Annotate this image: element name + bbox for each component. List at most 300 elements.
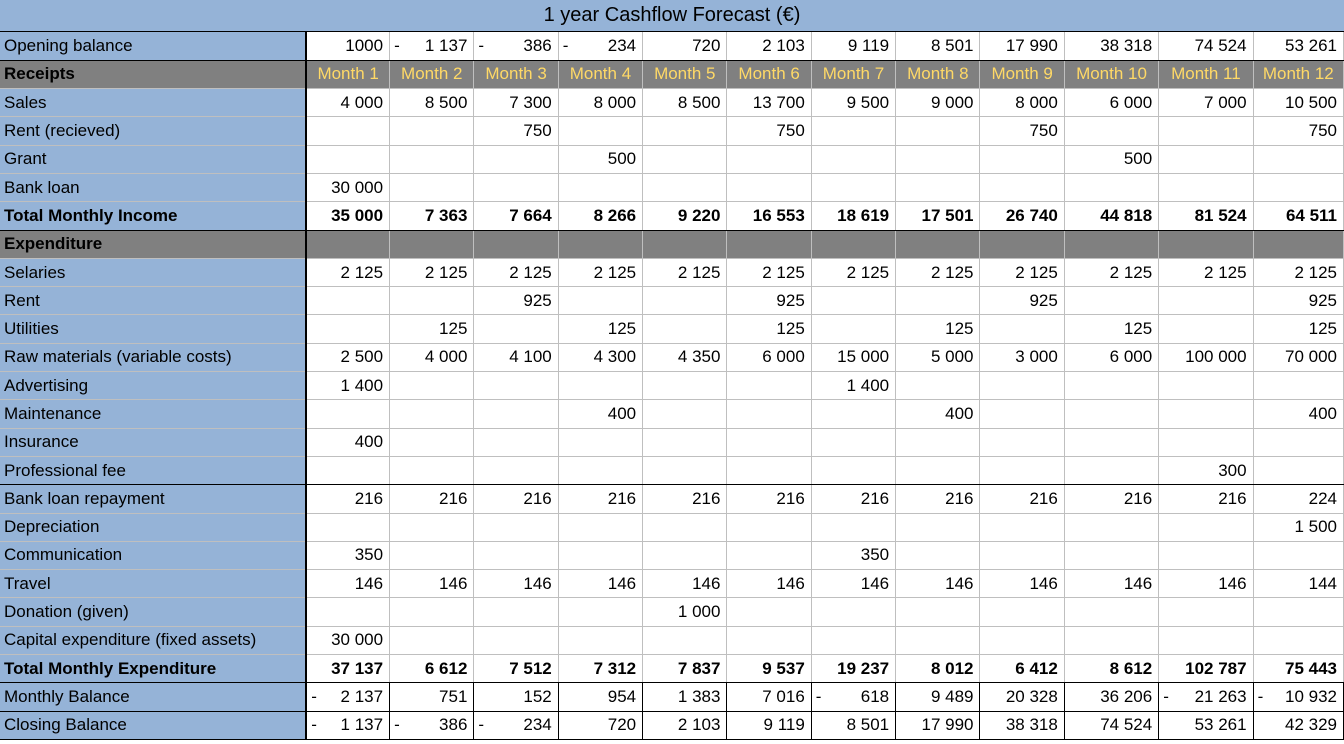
receipt-row-bank-loan-cell[interactable] bbox=[896, 173, 980, 201]
expenditure-header-cell[interactable] bbox=[390, 230, 474, 258]
expense-row-travel-cell[interactable]: 146 bbox=[727, 570, 811, 598]
closing-balance-row-cell[interactable]: 17 990 bbox=[896, 711, 980, 739]
total-monthly-expenditure-row-cell[interactable]: 102 787 bbox=[1159, 655, 1253, 683]
monthly-balance-row-cell[interactable]: 7 016 bbox=[727, 683, 811, 711]
monthly-balance-row-cell[interactable]: 954 bbox=[558, 683, 642, 711]
expense-row-insurance-cell[interactable] bbox=[896, 428, 980, 456]
receipt-row-rent-recieved-cell[interactable] bbox=[811, 117, 895, 145]
expense-row-donation-given-label[interactable]: Donation (given) bbox=[0, 598, 306, 626]
expense-row-raw-materials-variable-costs-cell[interactable]: 4 300 bbox=[558, 343, 642, 371]
expense-row-donation-given-cell[interactable] bbox=[811, 598, 895, 626]
expense-row-depreciation-cell[interactable] bbox=[896, 513, 980, 541]
closing-balance-row-cell[interactable]: 74 524 bbox=[1064, 711, 1158, 739]
expense-row-advertising-cell[interactable] bbox=[727, 372, 811, 400]
expense-row-donation-given-cell[interactable] bbox=[727, 598, 811, 626]
receipt-row-sales-cell[interactable]: 9 500 bbox=[811, 89, 895, 117]
expense-row-capital-expenditure-fixed-assets-cell[interactable] bbox=[643, 626, 727, 654]
expense-row-advertising-cell[interactable] bbox=[1159, 372, 1253, 400]
total-monthly-income-row-cell[interactable]: 9 220 bbox=[643, 202, 727, 230]
expenditure-header-cell[interactable] bbox=[896, 230, 980, 258]
receipt-row-grant-cell[interactable] bbox=[980, 145, 1064, 173]
monthly-balance-row-cell[interactable] bbox=[811, 683, 895, 711]
receipt-row-bank-loan-cell[interactable] bbox=[1064, 173, 1158, 201]
expense-row-depreciation-cell[interactable] bbox=[390, 513, 474, 541]
expense-row-donation-given-cell[interactable]: 1 000 bbox=[643, 598, 727, 626]
total-monthly-income-row-label[interactable]: Total Monthly Income bbox=[0, 202, 306, 230]
expense-row-selaries-label[interactable]: Selaries bbox=[0, 258, 306, 286]
expense-row-bank-loan-repayment-cell[interactable]: 216 bbox=[643, 485, 727, 513]
expense-row-donation-given-cell[interactable] bbox=[474, 598, 558, 626]
receipt-row-sales-cell[interactable]: 4 000 bbox=[306, 89, 389, 117]
expense-row-depreciation-cell[interactable] bbox=[643, 513, 727, 541]
total-monthly-expenditure-row-cell[interactable]: 7 837 bbox=[643, 655, 727, 683]
expense-row-advertising-cell[interactable] bbox=[643, 372, 727, 400]
expense-row-rent-cell[interactable] bbox=[1159, 287, 1253, 315]
closing-balance-row-cell[interactable]: 53 261 bbox=[1159, 711, 1253, 739]
receipt-row-bank-loan-cell[interactable] bbox=[1253, 173, 1343, 201]
expenditure-header-cell[interactable] bbox=[811, 230, 895, 258]
total-monthly-income-row-cell[interactable]: 7 664 bbox=[474, 202, 558, 230]
closing-balance-row-cell[interactable]: 42 329 bbox=[1253, 711, 1343, 739]
expense-row-selaries-cell[interactable]: 2 125 bbox=[306, 258, 389, 286]
receipt-row-grant-cell[interactable] bbox=[643, 145, 727, 173]
closing-balance-row-cell[interactable] bbox=[390, 711, 474, 739]
expense-row-bank-loan-repayment-cell[interactable]: 224 bbox=[1253, 485, 1343, 513]
opening-balance-row-cell[interactable] bbox=[390, 32, 474, 60]
receipt-row-rent-recieved-cell[interactable]: 750 bbox=[1253, 117, 1343, 145]
expense-row-insurance-cell[interactable] bbox=[390, 428, 474, 456]
expense-row-rent-cell[interactable]: 925 bbox=[980, 287, 1064, 315]
total-monthly-expenditure-row-label[interactable]: Total Monthly Expenditure bbox=[0, 655, 306, 683]
expense-row-bank-loan-repayment-cell[interactable]: 216 bbox=[727, 485, 811, 513]
expense-row-bank-loan-repayment-cell[interactable]: 216 bbox=[1159, 485, 1253, 513]
expense-row-donation-given-cell[interactable] bbox=[390, 598, 474, 626]
total-monthly-expenditure-row-cell[interactable]: 19 237 bbox=[811, 655, 895, 683]
total-monthly-income-row-cell[interactable]: 81 524 bbox=[1159, 202, 1253, 230]
expense-row-bank-loan-repayment-label[interactable]: Bank loan repayment bbox=[0, 485, 306, 513]
total-monthly-expenditure-row-cell[interactable]: 37 137 bbox=[306, 655, 389, 683]
receipt-row-sales-label[interactable]: Sales bbox=[0, 89, 306, 117]
receipt-row-sales-cell[interactable]: 8 000 bbox=[558, 89, 642, 117]
receipt-row-rent-recieved-cell[interactable] bbox=[306, 117, 389, 145]
expense-row-maintenance-cell[interactable] bbox=[474, 400, 558, 428]
expense-row-professional-fee-cell[interactable] bbox=[1253, 456, 1343, 484]
expense-row-professional-fee-cell[interactable]: 300 bbox=[1159, 456, 1253, 484]
expense-row-utilities-cell[interactable] bbox=[1159, 315, 1253, 343]
expense-row-maintenance-cell[interactable]: 400 bbox=[558, 400, 642, 428]
expense-row-capital-expenditure-fixed-assets-cell[interactable] bbox=[980, 626, 1064, 654]
expense-row-communication-cell[interactable] bbox=[896, 541, 980, 569]
expense-row-travel-cell[interactable]: 146 bbox=[896, 570, 980, 598]
receipt-row-bank-loan-cell[interactable] bbox=[980, 173, 1064, 201]
expense-row-maintenance-cell[interactable] bbox=[980, 400, 1064, 428]
receipt-row-sales-cell[interactable]: 7 000 bbox=[1159, 89, 1253, 117]
expense-row-insurance-cell[interactable] bbox=[1064, 428, 1158, 456]
expense-row-selaries-cell[interactable]: 2 125 bbox=[980, 258, 1064, 286]
expense-row-communication-label[interactable]: Communication bbox=[0, 541, 306, 569]
expense-row-capital-expenditure-fixed-assets-cell[interactable] bbox=[390, 626, 474, 654]
expense-row-communication-cell[interactable]: 350 bbox=[811, 541, 895, 569]
month-header[interactable]: Month 12 bbox=[1253, 60, 1343, 88]
expense-row-travel-cell[interactable]: 146 bbox=[390, 570, 474, 598]
expense-row-depreciation-cell[interactable] bbox=[558, 513, 642, 541]
expense-row-selaries-cell[interactable]: 2 125 bbox=[727, 258, 811, 286]
expense-row-insurance-cell[interactable] bbox=[1253, 428, 1343, 456]
expense-row-raw-materials-variable-costs-cell[interactable]: 3 000 bbox=[980, 343, 1064, 371]
expense-row-travel-cell[interactable]: 146 bbox=[474, 570, 558, 598]
expense-row-raw-materials-variable-costs-cell[interactable]: 4 000 bbox=[390, 343, 474, 371]
expense-row-professional-fee-cell[interactable] bbox=[474, 456, 558, 484]
total-monthly-income-row-cell[interactable]: 16 553 bbox=[727, 202, 811, 230]
expense-row-raw-materials-variable-costs-cell[interactable]: 4 100 bbox=[474, 343, 558, 371]
expense-row-maintenance-label[interactable]: Maintenance bbox=[0, 400, 306, 428]
expense-row-donation-given-cell[interactable] bbox=[980, 598, 1064, 626]
expense-row-travel-cell[interactable]: 146 bbox=[811, 570, 895, 598]
receipt-row-sales-cell[interactable]: 10 500 bbox=[1253, 89, 1343, 117]
monthly-balance-row-label[interactable]: Monthly Balance bbox=[0, 683, 306, 711]
expense-row-insurance-label[interactable]: Insurance bbox=[0, 428, 306, 456]
expense-row-rent-cell[interactable] bbox=[390, 287, 474, 315]
expense-row-rent-cell[interactable] bbox=[811, 287, 895, 315]
expense-row-capital-expenditure-fixed-assets-cell[interactable] bbox=[558, 626, 642, 654]
monthly-balance-row-cell[interactable] bbox=[1159, 683, 1253, 711]
expense-row-raw-materials-variable-costs-cell[interactable]: 70 000 bbox=[1253, 343, 1343, 371]
expense-row-rent-cell[interactable] bbox=[1064, 287, 1158, 315]
expense-row-insurance-cell[interactable] bbox=[727, 428, 811, 456]
expense-row-depreciation-cell[interactable] bbox=[306, 513, 389, 541]
total-monthly-expenditure-row-cell[interactable]: 7 512 bbox=[474, 655, 558, 683]
receipt-row-grant-cell[interactable] bbox=[306, 145, 389, 173]
expense-row-selaries-cell[interactable]: 2 125 bbox=[643, 258, 727, 286]
monthly-balance-row-cell[interactable]: 152 bbox=[474, 683, 558, 711]
expense-row-raw-materials-variable-costs-cell[interactable]: 2 500 bbox=[306, 343, 389, 371]
receipt-row-sales-cell[interactable]: 8 500 bbox=[390, 89, 474, 117]
month-header[interactable]: Month 7 bbox=[811, 60, 895, 88]
expenditure-header-cell[interactable] bbox=[1159, 230, 1253, 258]
expense-row-insurance-cell[interactable] bbox=[811, 428, 895, 456]
expense-row-professional-fee-cell[interactable] bbox=[811, 456, 895, 484]
closing-balance-row-cell[interactable]: 8 501 bbox=[811, 711, 895, 739]
expense-row-professional-fee-cell[interactable] bbox=[558, 456, 642, 484]
expense-row-communication-cell[interactable] bbox=[1064, 541, 1158, 569]
receipt-row-bank-loan-label[interactable]: Bank loan bbox=[0, 173, 306, 201]
expense-row-travel-cell[interactable]: 144 bbox=[1253, 570, 1343, 598]
expense-row-depreciation-cell[interactable] bbox=[727, 513, 811, 541]
total-monthly-expenditure-row-cell[interactable]: 6 412 bbox=[980, 655, 1064, 683]
expense-row-professional-fee-cell[interactable] bbox=[643, 456, 727, 484]
expense-row-travel-label[interactable]: Travel bbox=[0, 570, 306, 598]
expense-row-donation-given-cell[interactable] bbox=[558, 598, 642, 626]
expense-row-advertising-cell[interactable]: 1 400 bbox=[306, 372, 389, 400]
expense-row-rent-cell[interactable] bbox=[558, 287, 642, 315]
expense-row-advertising-cell[interactable] bbox=[896, 372, 980, 400]
monthly-balance-row-cell[interactable]: 20 328 bbox=[980, 683, 1064, 711]
expense-row-communication-cell[interactable] bbox=[727, 541, 811, 569]
expense-row-rent-cell[interactable] bbox=[643, 287, 727, 315]
total-monthly-income-row-cell[interactable]: 26 740 bbox=[980, 202, 1064, 230]
expense-row-utilities-label[interactable]: Utilities bbox=[0, 315, 306, 343]
expense-row-raw-materials-variable-costs-cell[interactable]: 6 000 bbox=[1064, 343, 1158, 371]
receipt-row-grant-cell[interactable]: 500 bbox=[558, 145, 642, 173]
expense-row-donation-given-cell[interactable] bbox=[1159, 598, 1253, 626]
month-header[interactable]: Month 10 bbox=[1064, 60, 1158, 88]
month-header[interactable]: Month 5 bbox=[643, 60, 727, 88]
opening-balance-row-label[interactable]: Opening balance bbox=[0, 32, 306, 60]
expense-row-utilities-cell[interactable]: 125 bbox=[1253, 315, 1343, 343]
expense-row-raw-materials-variable-costs-cell[interactable]: 15 000 bbox=[811, 343, 895, 371]
receipt-row-sales-cell[interactable]: 8 500 bbox=[643, 89, 727, 117]
receipt-row-rent-recieved-cell[interactable] bbox=[643, 117, 727, 145]
expense-row-selaries-cell[interactable]: 2 125 bbox=[1253, 258, 1343, 286]
closing-balance-row-label[interactable]: Closing Balance bbox=[0, 711, 306, 739]
expense-row-travel-cell[interactable]: 146 bbox=[643, 570, 727, 598]
opening-balance-row-cell[interactable]: 1000 bbox=[306, 32, 389, 60]
expense-row-utilities-cell[interactable] bbox=[643, 315, 727, 343]
opening-balance-row-cell[interactable]: 17 990 bbox=[980, 32, 1064, 60]
expense-row-advertising-cell[interactable]: 1 400 bbox=[811, 372, 895, 400]
opening-balance-row-cell[interactable] bbox=[474, 32, 558, 60]
expense-row-utilities-cell[interactable]: 125 bbox=[558, 315, 642, 343]
receipt-row-rent-recieved-cell[interactable] bbox=[896, 117, 980, 145]
expense-row-selaries-cell[interactable]: 2 125 bbox=[558, 258, 642, 286]
total-monthly-income-row-cell[interactable]: 44 818 bbox=[1064, 202, 1158, 230]
expense-row-utilities-cell[interactable] bbox=[811, 315, 895, 343]
total-monthly-expenditure-row-cell[interactable]: 6 612 bbox=[390, 655, 474, 683]
expenditure-header[interactable]: Expenditure bbox=[0, 230, 306, 258]
month-header[interactable]: Month 3 bbox=[474, 60, 558, 88]
expense-row-communication-cell[interactable] bbox=[1253, 541, 1343, 569]
expense-row-raw-materials-variable-costs-cell[interactable]: 4 350 bbox=[643, 343, 727, 371]
expense-row-maintenance-cell[interactable] bbox=[1159, 400, 1253, 428]
month-header[interactable]: Month 1 bbox=[306, 60, 389, 88]
expense-row-utilities-cell[interactable] bbox=[306, 315, 389, 343]
monthly-balance-row-cell[interactable]: 1 383 bbox=[643, 683, 727, 711]
receipt-row-bank-loan-cell[interactable] bbox=[474, 173, 558, 201]
expense-row-maintenance-cell[interactable] bbox=[306, 400, 389, 428]
receipt-row-sales-cell[interactable]: 13 700 bbox=[727, 89, 811, 117]
expenditure-header-cell[interactable] bbox=[474, 230, 558, 258]
expense-row-rent-cell[interactable]: 925 bbox=[1253, 287, 1343, 315]
expense-row-insurance-cell[interactable] bbox=[1159, 428, 1253, 456]
expense-row-advertising-cell[interactable] bbox=[558, 372, 642, 400]
expense-row-rent-label[interactable]: Rent bbox=[0, 287, 306, 315]
expenditure-header-cell[interactable] bbox=[980, 230, 1064, 258]
expense-row-communication-cell[interactable] bbox=[1159, 541, 1253, 569]
expense-row-selaries-cell[interactable]: 2 125 bbox=[474, 258, 558, 286]
total-monthly-income-row-cell[interactable]: 17 501 bbox=[896, 202, 980, 230]
expense-row-selaries-cell[interactable]: 2 125 bbox=[390, 258, 474, 286]
monthly-balance-row-cell[interactable] bbox=[1253, 683, 1343, 711]
expense-row-capital-expenditure-fixed-assets-cell[interactable] bbox=[1159, 626, 1253, 654]
expense-row-rent-cell[interactable] bbox=[306, 287, 389, 315]
expense-row-insurance-cell[interactable] bbox=[643, 428, 727, 456]
receipt-row-grant-cell[interactable] bbox=[474, 145, 558, 173]
expense-row-capital-expenditure-fixed-assets-label[interactable]: Capital expenditure (fixed assets) bbox=[0, 626, 306, 654]
expense-row-communication-cell[interactable] bbox=[980, 541, 1064, 569]
opening-balance-row-cell[interactable]: 720 bbox=[643, 32, 727, 60]
expense-row-maintenance-cell[interactable] bbox=[811, 400, 895, 428]
receipt-row-rent-recieved-cell[interactable]: 750 bbox=[727, 117, 811, 145]
expense-row-advertising-cell[interactable] bbox=[1064, 372, 1158, 400]
closing-balance-row-cell[interactable]: 9 119 bbox=[727, 711, 811, 739]
expense-row-utilities-cell[interactable]: 125 bbox=[727, 315, 811, 343]
expense-row-capital-expenditure-fixed-assets-cell[interactable] bbox=[811, 626, 895, 654]
month-header[interactable]: Month 4 bbox=[558, 60, 642, 88]
receipt-row-bank-loan-cell[interactable] bbox=[643, 173, 727, 201]
total-monthly-income-row-cell[interactable]: 8 266 bbox=[558, 202, 642, 230]
opening-balance-row-cell[interactable]: 38 318 bbox=[1064, 32, 1158, 60]
expense-row-bank-loan-repayment-cell[interactable]: 216 bbox=[980, 485, 1064, 513]
receipt-row-rent-recieved-cell[interactable] bbox=[1159, 117, 1253, 145]
monthly-balance-row-cell[interactable]: 751 bbox=[390, 683, 474, 711]
receipt-row-bank-loan-cell[interactable] bbox=[727, 173, 811, 201]
expense-row-communication-cell[interactable] bbox=[390, 541, 474, 569]
expense-row-depreciation-cell[interactable] bbox=[1064, 513, 1158, 541]
receipt-row-rent-recieved-cell[interactable] bbox=[1064, 117, 1158, 145]
expense-row-selaries-cell[interactable]: 2 125 bbox=[896, 258, 980, 286]
closing-balance-row-cell[interactable]: 720 bbox=[558, 711, 642, 739]
expense-row-bank-loan-repayment-cell[interactable]: 216 bbox=[811, 485, 895, 513]
expense-row-professional-fee-cell[interactable] bbox=[980, 456, 1064, 484]
receipt-row-rent-recieved-cell[interactable]: 750 bbox=[474, 117, 558, 145]
total-monthly-expenditure-row-cell[interactable]: 8 612 bbox=[1064, 655, 1158, 683]
expense-row-bank-loan-repayment-cell[interactable]: 216 bbox=[474, 485, 558, 513]
total-monthly-income-row-cell[interactable]: 64 511 bbox=[1253, 202, 1343, 230]
expenditure-header-cell[interactable] bbox=[558, 230, 642, 258]
receipt-row-bank-loan-cell[interactable] bbox=[811, 173, 895, 201]
receipt-row-grant-cell[interactable]: 500 bbox=[1064, 145, 1158, 173]
month-header[interactable]: Month 8 bbox=[896, 60, 980, 88]
expense-row-advertising-cell[interactable] bbox=[390, 372, 474, 400]
receipt-row-grant-cell[interactable] bbox=[1159, 145, 1253, 173]
expense-row-maintenance-cell[interactable] bbox=[643, 400, 727, 428]
expense-row-communication-cell[interactable] bbox=[643, 541, 727, 569]
expense-row-rent-cell[interactable] bbox=[896, 287, 980, 315]
total-monthly-income-row-cell[interactable]: 7 363 bbox=[390, 202, 474, 230]
receipt-row-bank-loan-cell[interactable] bbox=[390, 173, 474, 201]
receipt-row-grant-cell[interactable] bbox=[1253, 145, 1343, 173]
monthly-balance-row-cell[interactable]: 9 489 bbox=[896, 683, 980, 711]
receipt-row-grant-cell[interactable] bbox=[390, 145, 474, 173]
receipt-row-bank-loan-cell[interactable] bbox=[1159, 173, 1253, 201]
expense-row-bank-loan-repayment-cell[interactable]: 216 bbox=[306, 485, 389, 513]
expense-row-depreciation-cell[interactable] bbox=[474, 513, 558, 541]
opening-balance-row-cell[interactable] bbox=[558, 32, 642, 60]
total-monthly-expenditure-row-cell[interactable]: 8 012 bbox=[896, 655, 980, 683]
expense-row-travel-cell[interactable]: 146 bbox=[558, 570, 642, 598]
receipt-row-grant-label[interactable]: Grant bbox=[0, 145, 306, 173]
expenditure-header-cell[interactable] bbox=[306, 230, 389, 258]
receipt-row-rent-recieved-cell[interactable] bbox=[390, 117, 474, 145]
expense-row-maintenance-cell[interactable] bbox=[390, 400, 474, 428]
expense-row-depreciation-label[interactable]: Depreciation bbox=[0, 513, 306, 541]
closing-balance-row-cell[interactable]: 38 318 bbox=[980, 711, 1064, 739]
expense-row-raw-materials-variable-costs-cell[interactable]: 100 000 bbox=[1159, 343, 1253, 371]
expense-row-capital-expenditure-fixed-assets-cell[interactable] bbox=[1064, 626, 1158, 654]
expense-row-raw-materials-variable-costs-cell[interactable]: 6 000 bbox=[727, 343, 811, 371]
expense-row-donation-given-cell[interactable] bbox=[1253, 598, 1343, 626]
expense-row-bank-loan-repayment-cell[interactable]: 216 bbox=[558, 485, 642, 513]
expense-row-communication-cell[interactable] bbox=[474, 541, 558, 569]
receipt-row-bank-loan-cell[interactable] bbox=[558, 173, 642, 201]
closing-balance-row-cell[interactable] bbox=[474, 711, 558, 739]
expense-row-rent-cell[interactable]: 925 bbox=[474, 287, 558, 315]
expense-row-depreciation-cell[interactable] bbox=[980, 513, 1064, 541]
expense-row-professional-fee-cell[interactable] bbox=[390, 456, 474, 484]
expense-row-bank-loan-repayment-cell[interactable]: 216 bbox=[390, 485, 474, 513]
receipt-row-bank-loan-cell[interactable]: 30 000 bbox=[306, 173, 389, 201]
expense-row-maintenance-cell[interactable] bbox=[1064, 400, 1158, 428]
expense-row-insurance-cell[interactable] bbox=[558, 428, 642, 456]
expense-row-selaries-cell[interactable]: 2 125 bbox=[1064, 258, 1158, 286]
expense-row-communication-cell[interactable]: 350 bbox=[306, 541, 389, 569]
total-monthly-income-row-cell[interactable]: 18 619 bbox=[811, 202, 895, 230]
expense-row-advertising-cell[interactable] bbox=[474, 372, 558, 400]
opening-balance-row-cell[interactable]: 53 261 bbox=[1253, 32, 1343, 60]
expense-row-professional-fee-label[interactable]: Professional fee bbox=[0, 456, 306, 484]
expenditure-header-cell[interactable] bbox=[727, 230, 811, 258]
expense-row-utilities-cell[interactable]: 125 bbox=[1064, 315, 1158, 343]
expense-row-maintenance-cell[interactable]: 400 bbox=[1253, 400, 1343, 428]
expense-row-insurance-cell[interactable]: 400 bbox=[306, 428, 389, 456]
expense-row-depreciation-cell[interactable] bbox=[811, 513, 895, 541]
expense-row-insurance-cell[interactable] bbox=[980, 428, 1064, 456]
receipt-row-rent-recieved-label[interactable]: Rent (recieved) bbox=[0, 117, 306, 145]
expense-row-depreciation-cell[interactable]: 1 500 bbox=[1253, 513, 1343, 541]
expense-row-capital-expenditure-fixed-assets-cell[interactable] bbox=[727, 626, 811, 654]
expense-row-utilities-cell[interactable]: 125 bbox=[390, 315, 474, 343]
expense-row-advertising-cell[interactable] bbox=[1253, 372, 1343, 400]
month-header[interactable]: Month 11 bbox=[1159, 60, 1253, 88]
expense-row-maintenance-cell[interactable] bbox=[727, 400, 811, 428]
receipt-row-rent-recieved-cell[interactable] bbox=[558, 117, 642, 145]
total-monthly-income-row-cell[interactable]: 35 000 bbox=[306, 202, 389, 230]
expense-row-donation-given-cell[interactable] bbox=[306, 598, 389, 626]
receipt-row-grant-cell[interactable] bbox=[896, 145, 980, 173]
expense-row-capital-expenditure-fixed-assets-cell[interactable]: 30 000 bbox=[306, 626, 389, 654]
receipt-row-sales-cell[interactable]: 9 000 bbox=[896, 89, 980, 117]
expense-row-professional-fee-cell[interactable] bbox=[1064, 456, 1158, 484]
opening-balance-row-cell[interactable]: 9 119 bbox=[811, 32, 895, 60]
expenditure-header-cell[interactable] bbox=[643, 230, 727, 258]
expense-row-selaries-cell[interactable]: 2 125 bbox=[1159, 258, 1253, 286]
total-monthly-expenditure-row-cell[interactable]: 9 537 bbox=[727, 655, 811, 683]
expense-row-maintenance-cell[interactable]: 400 bbox=[896, 400, 980, 428]
receipt-row-sales-cell[interactable]: 7 300 bbox=[474, 89, 558, 117]
expense-row-rent-cell[interactable]: 925 bbox=[727, 287, 811, 315]
receipt-row-rent-recieved-cell[interactable]: 750 bbox=[980, 117, 1064, 145]
expenditure-header-cell[interactable] bbox=[1064, 230, 1158, 258]
expense-row-utilities-cell[interactable] bbox=[474, 315, 558, 343]
expense-row-travel-cell[interactable]: 146 bbox=[1064, 570, 1158, 598]
expense-row-donation-given-cell[interactable] bbox=[1064, 598, 1158, 626]
expense-row-depreciation-cell[interactable] bbox=[1159, 513, 1253, 541]
expense-row-capital-expenditure-fixed-assets-cell[interactable] bbox=[474, 626, 558, 654]
expense-row-advertising-label[interactable]: Advertising bbox=[0, 372, 306, 400]
receipt-row-grant-cell[interactable] bbox=[727, 145, 811, 173]
expense-row-professional-fee-cell[interactable] bbox=[896, 456, 980, 484]
expense-row-bank-loan-repayment-cell[interactable]: 216 bbox=[896, 485, 980, 513]
opening-balance-row-cell[interactable]: 8 501 bbox=[896, 32, 980, 60]
expense-row-bank-loan-repayment-cell[interactable]: 216 bbox=[1064, 485, 1158, 513]
expense-row-travel-cell[interactable]: 146 bbox=[980, 570, 1064, 598]
month-header[interactable]: Month 2 bbox=[390, 60, 474, 88]
monthly-balance-row-cell[interactable]: 36 206 bbox=[1064, 683, 1158, 711]
expense-row-capital-expenditure-fixed-assets-cell[interactable] bbox=[896, 626, 980, 654]
expense-row-professional-fee-cell[interactable] bbox=[727, 456, 811, 484]
expense-row-donation-given-cell[interactable] bbox=[896, 598, 980, 626]
receipt-row-sales-cell[interactable]: 8 000 bbox=[980, 89, 1064, 117]
